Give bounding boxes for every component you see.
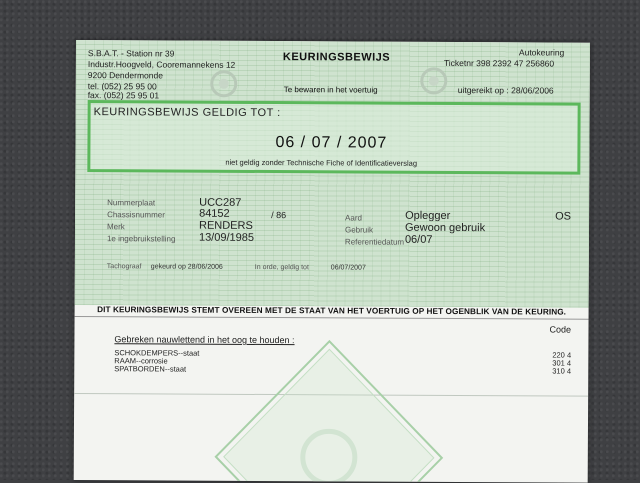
validity-label: KEURINGSBEWIJS GELDIG TOT :	[93, 106, 281, 120]
station-name: S.B.A.T. - Station nr 39	[87, 48, 175, 59]
issue-date: uitgereikt op : 28/06/2006	[457, 84, 554, 96]
validity-note: niet geldig zonder Technische Fiche of Identificatieverslag	[225, 157, 418, 168]
defect-code: 310 4	[552, 366, 572, 376]
chassis-label: Chassisnummer	[107, 210, 165, 220]
section-divider	[75, 316, 589, 320]
tachograph-value: gekeurd op 28/06/2006	[150, 263, 223, 271]
conformity-statement: DIT KEURINGSBEWIJS STEMT OVEREEN MET DE STAAT VAN HET VOERTUIG OP HET OGENBLIK VAN DE KEURING.	[97, 305, 567, 317]
defect-item: RAAM--corrosie	[114, 356, 168, 366]
reference-date-label: Referentiedatum	[344, 237, 405, 247]
goca-logo-icon	[414, 66, 454, 96]
chassis-suffix: / 86	[271, 210, 287, 221]
defect-code: 220 4	[552, 350, 572, 360]
inspection-certificate	[74, 40, 590, 483]
lpg-value: 06/07/2007	[330, 264, 366, 272]
kind-code: OS	[555, 210, 572, 223]
plate-label: Nummerplaat	[107, 198, 156, 208]
first-registration-value: 13/09/1985	[198, 231, 255, 244]
document-title: KEURINGSBEWIJS	[282, 51, 391, 64]
defect-item: SPATBORDEN--staat	[114, 364, 187, 374]
code-column-header: Code	[549, 324, 572, 335]
chassis-value: 84152	[199, 207, 230, 220]
kind-label: Aard	[345, 213, 363, 223]
reference-date-value: 06/07	[404, 233, 433, 246]
station-fax: fax. (052) 25 95 01	[87, 90, 160, 101]
use-label: Gebruik	[344, 225, 374, 235]
defect-item: SCHOKDEMPERS--staat	[114, 348, 200, 358]
ticket-number: Ticketnr 398 2392 47 256860	[443, 57, 555, 69]
diamond-watermark-icon	[214, 339, 445, 482]
document-subtitle: Te bewaren in het voertuig	[283, 85, 378, 95]
station-address: Industr.Hoogveld, Cooremannekens 12	[87, 59, 236, 70]
plate-value: UCC287	[199, 196, 242, 209]
validity-date: 06 / 07 / 2007	[275, 134, 388, 152]
goca-logo-icon	[204, 69, 244, 99]
kind-value: Oplegger	[405, 209, 451, 222]
first-registration-label: 1e ingebruikstelling	[106, 234, 176, 244]
station-phone: tel. (052) 25 95 00	[87, 81, 157, 92]
defect-code: 301 4	[552, 358, 572, 368]
station-city: 9200 Dendermonde	[87, 70, 163, 81]
use-value: Gewoon gebruik	[404, 221, 486, 235]
brand-value: RENDERS	[198, 219, 253, 232]
header-right-label: Autokeuring	[518, 47, 565, 58]
tachograph-label: Tachograaf	[106, 263, 142, 271]
defects-header: Gebreken nauwlettend in het oog te houden :	[114, 334, 295, 346]
brand-label: Merk	[106, 222, 125, 232]
lpg-label: In orde, geldig tot	[254, 263, 309, 272]
